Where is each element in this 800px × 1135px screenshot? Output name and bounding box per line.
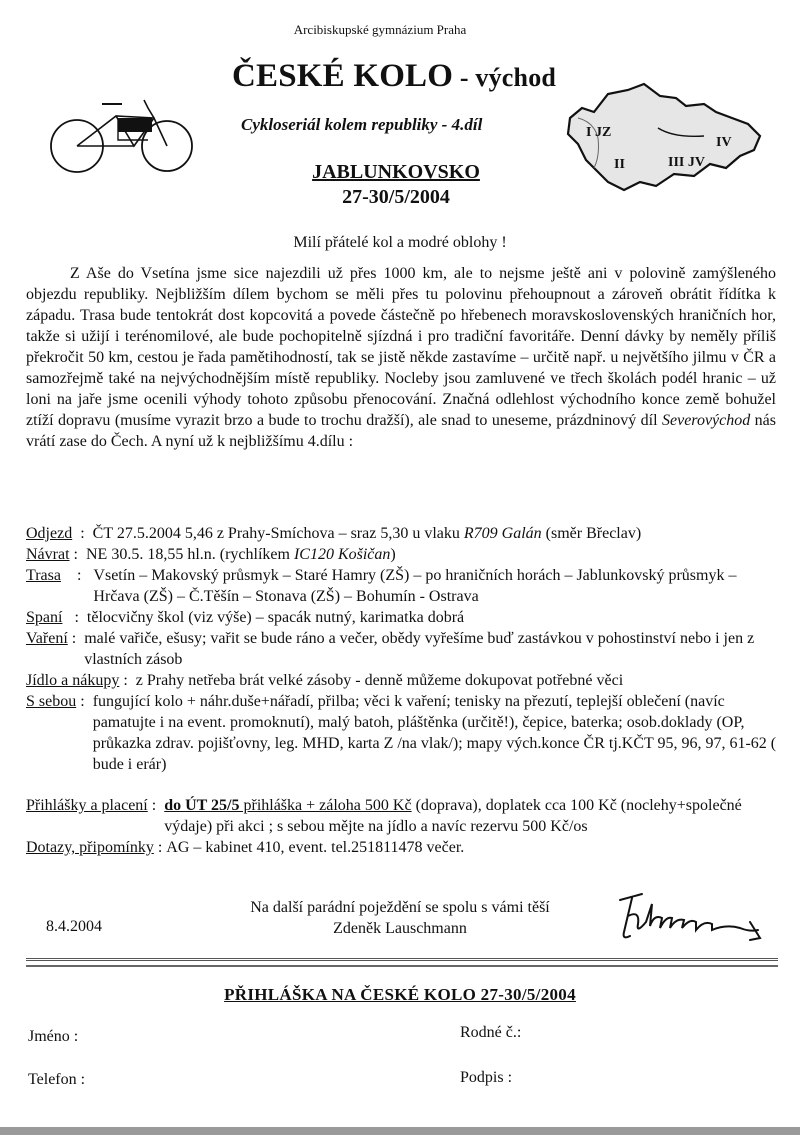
- label-navrat: Návrat: [26, 546, 70, 563]
- info-spani: Spaní : tělocvičny škol (viz výše) – spacák nutný, karimatka dobrá: [26, 607, 786, 628]
- odjezd-train: R709 Galán: [463, 525, 542, 542]
- intro-italic: Severovýchod: [662, 412, 751, 429]
- odjezd-tail: (směr Břeclav): [541, 525, 642, 542]
- series-subtitle: Cykloseriál kolem republiky - 4.díl: [241, 115, 483, 134]
- spani-text: tělocvičny škol (viz výše) – spacák nutný, karimatka dobrá: [86, 609, 465, 626]
- info-dotazy: Dotazy, připomínky : AG – kabinet 410, event. tel.251811478 večer.: [26, 837, 786, 858]
- letter-date: 8.4.2004: [46, 918, 102, 935]
- form-title: PŘIHLÁŠKA NA ČESKÉ KOLO 27-30/5/2004: [224, 985, 576, 1004]
- intro-paragraph: [26, 263, 776, 452]
- field-telefon: Telefon :: [28, 1071, 86, 1088]
- label-spani: Spaní: [26, 609, 63, 626]
- map-label-2: II: [614, 157, 625, 172]
- intro-text: Z Aše do Vsetína jsme sice najezdili už přes 1000 km, ale to nejsme ještě ani v polovině zamýšleného objezdu republiky. Nejbližším dílem bychom se měli přes tu polovinu přehoupnout a zároveň obrátit řídítka k západu. Trasa bude tentokrát dost kopcovitá a povede částečně po hřebenech moravskoslovenských hraničních hor, takže si užijí i terénomilové, ale bude pochopitelně sjízdná i pro tradiční favoritáře. Denní dávky by neměly příliš překročit 50 km, cestou je řada pamětihodností, tak se jistě někde zastavíme – určitě např. u největšího jilmu v ČR a samozřejmě také na nejvýchodnějším místě republiky. Nocleby jsou zamluvené ve třech školách podél hranic – už loni na jaře jsme ocenili výhody tohoto způsobu přenocování. Značná odlehlost východního konce země bohužel ztíží dopravu (musíme vyrazit brzo a bude to trochu dražší), ale snad to uneseme, prázdninový díl: [26, 265, 776, 429]
- info-odjezd: Odjezd : ČT 27.5.2004 5,46 z Prahy-Smíchova – sraz 5,30 u vlaku R709 Galán (směr Břeclav): [26, 525, 642, 542]
- info-vareni: Vaření : malé vařiče, ešusy; vařit se bude ráno a večer, obědy vyřešíme buď zastávkou v pohostinství nebo i jen z vlastních zásob: [26, 628, 786, 670]
- czech-map-icon: [564, 78, 770, 198]
- navrat-train: IC120 Košičan: [293, 546, 391, 563]
- info-jidlo: Jídlo a nákupy : z Prahy netřeba brát velké zásoby - denně můžeme dokupovat potřebné věci: [26, 670, 786, 691]
- event-dates: 27-30/5/2004: [342, 186, 450, 208]
- info-navrat: Návrat : NE 30.5. 18,55 hl.n. (rychlíkem IC120 Košičan): [26, 546, 396, 563]
- title-sub: - východ: [453, 63, 557, 92]
- field-podpis: Podpis :: [460, 1069, 513, 1086]
- label-dotazy: Dotazy, připomínky: [26, 839, 154, 856]
- dotazy-text: AG – kabinet 410, event. tel.251811478 večer.: [166, 839, 465, 856]
- prihlasky-deadline: do ÚT 25/5: [164, 797, 240, 814]
- handwritten-signature: [600, 880, 770, 950]
- school-name: Arcibiskupské gymnázium Praha: [293, 22, 467, 37]
- label-prihlasky: Přihlášky a placení: [26, 797, 148, 814]
- label-odjezd: Odjezd: [26, 525, 73, 542]
- region-title: JABLUNKOVSKO: [312, 161, 480, 183]
- prihlasky-text: (doprava), doplatek cca 100 Kč (noclehy+společné výdaje) při akci ; s sebou mějte na jídlo a navíc rezervu 500 Kč/os: [164, 797, 742, 835]
- info-sebou: S sebou : fungující kolo + náhr.duše+nářadí, přilba; věci k vaření; tenisky na přezutí, teplejší oblečení (navíc pamatujte i na event. promoknutí), malý batoh, pláštěnka (určitě!), čepice, baterka; osob.doklady (OP, průkazka zdrav. pojišťovny, leg. MHD, karta Z /na vlak/); mapy vých.konce ČR tj.KČT 95, 96, 97, 61-62 ( bude i erár): [26, 691, 786, 775]
- trip-info: [26, 523, 786, 858]
- closing-line: Na další parádní poježdění se spolu s vámi těší: [250, 899, 550, 916]
- jidlo-text: z Prahy netřeba brát velké zásoby - denně můžeme dokupovat potřebné věci: [135, 672, 624, 689]
- label-jidlo: Jídlo a nákupy: [26, 672, 120, 689]
- label-sebou: S sebou: [26, 693, 77, 710]
- info-trasa: Trasa : Vsetín – Makovský průsmyk – Staré Hamry (ZŠ) – po hraničních horách – Jablunkovský průsmyk – Hrčava (ZŠ) – Č.Těšín – Stonava (ZŠ) – Bohumín - Ostrava: [26, 565, 786, 607]
- info-prihlasky: Přihlášky a placení : do ÚT 25/5 přihláška + záloha 500 Kč (doprava), doplatek cca 100 Kč (noclehy+společné výdaje) při akci ; s sebou mějte na jídlo a navíc rezervu 500 Kč/os: [26, 797, 742, 835]
- greeting: Milí přátelé kol a modré oblohy !: [293, 234, 507, 251]
- map-label-1: I JZ: [586, 125, 612, 140]
- map-label-3: III JV: [668, 155, 705, 170]
- navrat-text: NE 30.5. 18,55 hl.n. (rychlíkem: [85, 546, 294, 563]
- title-main: ČESKÉ KOLO: [232, 58, 454, 94]
- sebou-text: fungující kolo + náhr.duše+nářadí, přilba; věci k vaření; tenisky na přezutí, teplejší oblečení (navíc pamatujte i na event. promoknutí), malý batoh, pláštěnka (určitě!), čepice, baterka; osob.doklady (OP, průkazka zdrav. pojišťovny, leg. MHD, karta Z /na vlak/); mapy vých.konce ČR tj.KČT 95, 96, 97, 61-62 ( bude i erár): [92, 693, 777, 773]
- trasa-text: Vsetín – Makovský průsmyk – Staré Hamry (ZŠ) – po hraničních horách – Jablunkovský průsmyk – Hrčava (ZŠ) – Č.Těšín – Stonava (ZŠ) – Bohumín - Ostrava: [93, 567, 737, 605]
- author-name: Zdeněk Lauschmann: [333, 920, 467, 937]
- map-label-4: IV: [716, 135, 732, 150]
- prihlasky-deposit: přihláška + záloha 500 Kč: [239, 797, 412, 814]
- label-trasa: Trasa: [26, 567, 61, 584]
- label-vareni: Vaření: [26, 630, 68, 647]
- navrat-tail: ): [390, 546, 396, 563]
- odjezd-text: ČT 27.5.2004 5,46 z Prahy-Smíchova – sraz 5,30 u vlaku: [92, 525, 464, 542]
- field-jmeno: Jméno :: [28, 1028, 79, 1045]
- field-rodne: Rodné č.:: [460, 1024, 522, 1041]
- page-title: [232, 58, 556, 95]
- vareni-text: malé vařiče, ešusy; vařit se bude ráno a večer, obědy vyřešíme buď zastávkou v pohostinství nebo i jen z vlastních zásob: [84, 630, 755, 668]
- scan-edge: [0, 1127, 800, 1135]
- intro-text-end: nás vrátí zase do Čech. A nyní už k nejbližšímu 4.dílu :: [26, 412, 777, 450]
- divider: [26, 958, 778, 961]
- divider: [26, 965, 778, 967]
